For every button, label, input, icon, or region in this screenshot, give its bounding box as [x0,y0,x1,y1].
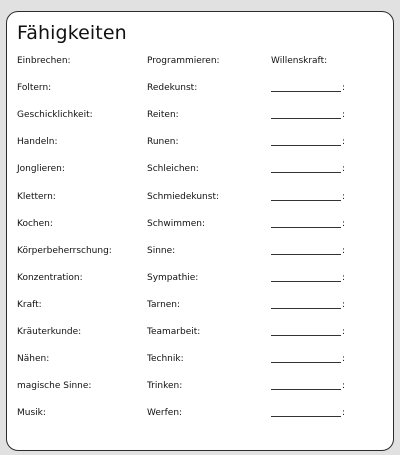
skill-name-blank[interactable] [271,308,341,309]
blank-colon: : [342,299,346,310]
skill-label: Runen: [147,137,179,148]
skill-label: Einbrechen: [17,56,71,66]
skill-name-blank[interactable] [271,335,341,336]
skill-label: Jonglieren: [17,164,65,175]
skills-sheet [6,11,394,451]
skill-label: Foltern: [17,83,52,94]
blank-colon: : [342,408,346,419]
blank-colon: : [342,354,346,365]
skill-name-blank[interactable] [271,254,341,255]
skill-name-blank[interactable] [271,145,341,146]
skill-name-blank[interactable] [271,416,341,417]
skill-label: Kraft: [17,299,42,310]
skill-label: Werfen: [147,408,183,419]
skill-label: Kochen: [17,218,53,229]
blank-colon: : [342,191,346,202]
skill-name-blank[interactable] [271,118,341,119]
skill-label: Schwimmen: [147,218,206,229]
blank-colon: : [342,245,346,256]
skill-label: Schmiedekunst: [147,191,220,202]
skill-label: Willenskraft: [271,56,328,66]
skill-label: Sinne: [147,245,176,256]
skill-label: Handeln: [17,137,58,148]
blank-colon: : [342,110,346,121]
blank-colon: : [342,327,346,337]
skill-name-blank[interactable] [271,389,341,390]
skill-label: Musik: [17,408,46,419]
skill-label: Reiten: [147,110,179,121]
blank-colon: : [342,164,346,175]
skill-label: Nähen: [17,354,50,365]
skill-name-blank[interactable] [271,362,341,363]
skill-label: Körperbeherrschung: [17,245,112,256]
skill-name-blank[interactable] [271,200,341,201]
skill-label: Sympathie: [147,272,199,283]
skill-name-blank[interactable] [271,227,341,228]
blank-colon: : [342,381,346,392]
skill-label: Klettern: [17,191,56,202]
skill-label: Teamarbeit: [147,327,201,337]
blank-colon: : [342,137,346,148]
skill-name-blank[interactable] [271,172,341,173]
skill-label: Konzentration: [17,272,83,283]
skill-name-blank[interactable] [271,281,341,282]
skill-label: Kräuterkunde: [17,327,82,337]
skill-label: Geschicklichkeit: [17,110,93,121]
skill-name-blank[interactable] [271,91,341,92]
skill-label: Redekunst: [147,83,198,94]
blank-colon: : [342,218,346,229]
skill-label: Programmieren: [147,56,220,66]
skill-label: Tarnen: [147,299,181,310]
skill-label: Technik: [147,354,184,365]
skill-label: magische Sinne: [17,381,92,392]
blank-colon: : [342,272,346,283]
skill-label: Schleichen: [147,164,199,175]
skill-label: Trinken: [147,381,183,392]
page-title: Fähigkeiten [17,22,127,44]
blank-colon: : [342,83,346,94]
